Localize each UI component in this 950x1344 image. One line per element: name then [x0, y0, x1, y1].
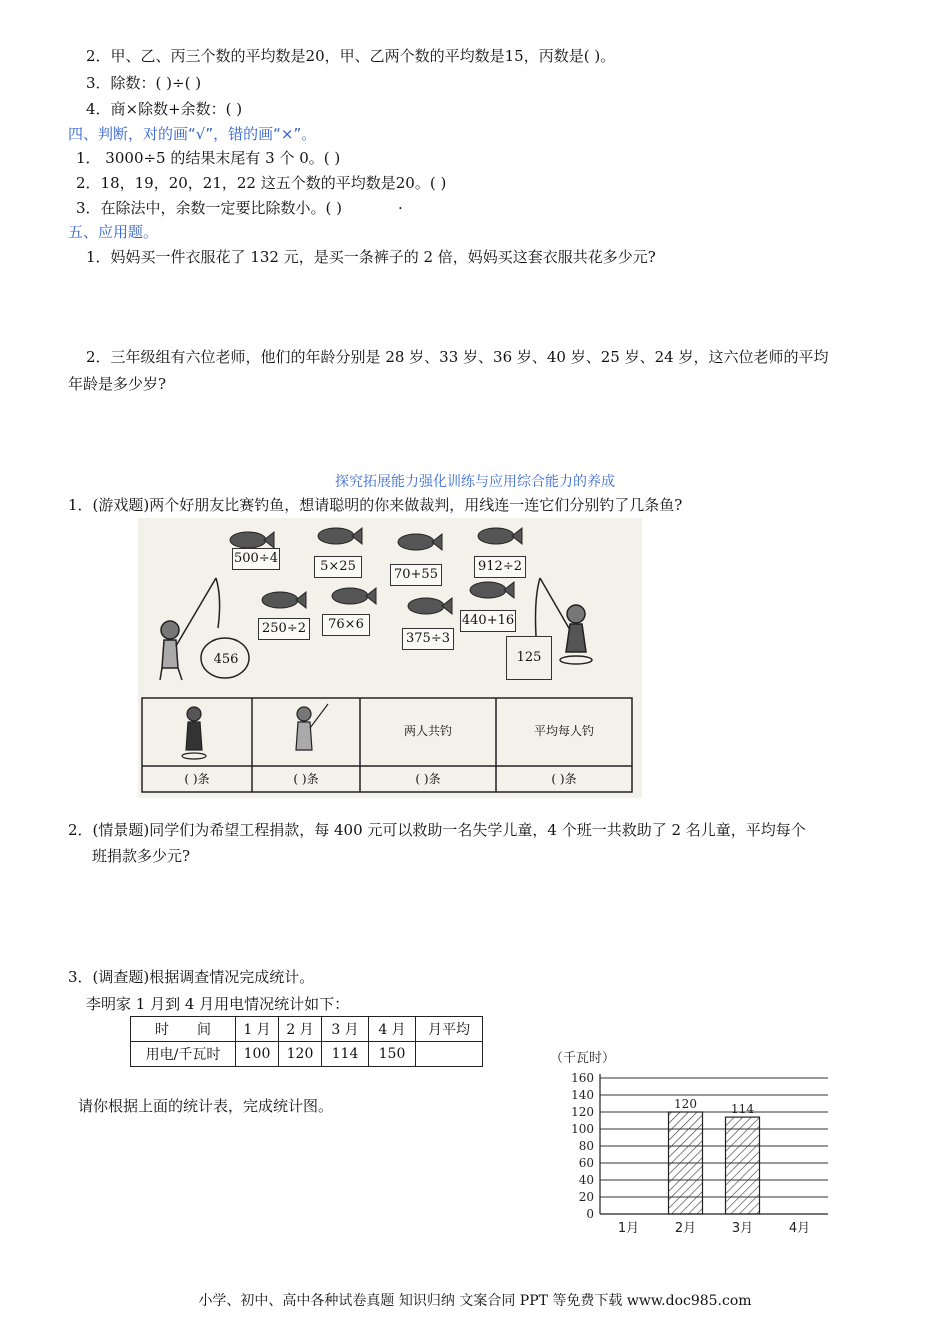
- extension-title: 探究拓展能力强化训练与应用综合能力的养成: [335, 474, 615, 490]
- table-header-cell: 时 间: [131, 1017, 236, 1042]
- bar-data-label: 114: [731, 1102, 754, 1117]
- table-cell: 114: [322, 1042, 369, 1067]
- table-row: [131, 1017, 483, 1042]
- question-5-1: 1．妈妈买一件衣服花了 132 元，是买一条裤子的 2 倍，妈妈买这套衣服共花多少元?: [86, 248, 656, 266]
- table-cell: 150: [369, 1042, 416, 1067]
- question-5-2-line2: 年龄是多少岁?: [68, 375, 167, 393]
- bar-data-label: 120: [674, 1097, 697, 1111]
- x-tick-label: 2月: [674, 1221, 697, 1236]
- left-cat-answer: 456: [213, 652, 239, 667]
- y-axis-unit-label: （千瓦时）: [550, 1051, 616, 1066]
- question-5-2-line1: 2．三年级组有六位老师，他们的年龄分别是 28 岁、33 岁、36 岁、40 岁、25 岁、24 岁，这六位老师的平均: [86, 348, 829, 366]
- y-tick-label: 20: [578, 1190, 594, 1204]
- survey-intro: 李明家 1 月到 4 月用电情况统计如下：: [86, 995, 350, 1013]
- extension-question-2-line1: 2．(情景题)同学们为希望工程捐款，每 400 元可以救助一名失学儿童，4 个班一共救助了 2 名儿童，平均每个: [68, 821, 806, 839]
- y-tick-label: 60: [578, 1156, 594, 1170]
- table-cell: 用电/千瓦时: [131, 1042, 236, 1067]
- blank-cat1: ( )条: [184, 772, 210, 786]
- question-3-4: 4．商×除数+余数：( ): [86, 100, 243, 118]
- question-3-3: 3．除数：( )÷( ): [86, 74, 202, 92]
- y-tick-label: 100: [571, 1122, 594, 1136]
- y-tick-label: 120: [571, 1105, 594, 1119]
- section-4-title: 四、判断，对的画“√”，错的画“×”。: [68, 125, 317, 143]
- bar: [726, 1117, 760, 1214]
- table-cell: 120: [279, 1042, 322, 1067]
- electricity-bar-chart: [540, 1048, 840, 1243]
- table-header-cell: 3 月: [322, 1017, 369, 1042]
- chart-instruction: 请你根据上面的统计表，完成统计图。: [78, 1097, 334, 1115]
- table-row: [131, 1042, 483, 1067]
- table-header-cell: 1 月: [236, 1017, 279, 1042]
- extension-question-1: 1．(游戏题)两个好朋友比赛钓鱼，想请聪明的你来做裁判，用线连一连它们分别钓了几条鱼?: [68, 496, 683, 514]
- question-4-1: 1． 3000÷5 的结果末尾有 3 个 0。( ): [76, 149, 341, 167]
- y-tick-label: 160: [571, 1071, 594, 1085]
- table-header-cell: 4 月: [369, 1017, 416, 1042]
- table-cell: 100: [236, 1042, 279, 1067]
- extension-question-3: 3．(调查题)根据调查情况完成统计。: [68, 968, 315, 986]
- fishing-game-picture: [138, 518, 642, 798]
- electricity-table: [130, 1016, 483, 1067]
- fish-card-2: 5×25: [314, 556, 362, 578]
- fish-card-4: 912÷2: [474, 556, 526, 578]
- table-header-average: 平均每人钓: [533, 724, 594, 738]
- right-cat-answer-box: 125: [506, 636, 552, 680]
- section-5-title: 五、应用题。: [68, 223, 159, 241]
- x-tick-label: 4月: [788, 1221, 811, 1236]
- question-4-2: 2．18，19，20，21，22 这五个数的平均数是20。( ): [76, 174, 447, 192]
- fish-card-1: 500÷4: [232, 548, 280, 570]
- fish-card-8: 440+16: [460, 610, 516, 632]
- x-tick-label: 1月: [617, 1221, 640, 1236]
- fish-card-3: 70+55: [390, 564, 442, 586]
- table-cell: [416, 1042, 483, 1067]
- bar: [669, 1112, 703, 1214]
- extension-question-2-line2: 班捐款多少元?: [92, 847, 191, 865]
- fish-card-6: 76×6: [322, 614, 370, 636]
- table-header-total: 两人共钓: [403, 724, 452, 738]
- fish-card-7: 375÷3: [402, 628, 454, 650]
- blank-total: ( )条: [415, 772, 441, 786]
- footer-text: 小学、初中、高中各种试卷真题 知识归纳 文案合同 PPT 等免费下载 www.doc985.com: [198, 1293, 752, 1309]
- blank-cat2: ( )条: [293, 772, 319, 786]
- y-tick-label: 80: [578, 1139, 594, 1153]
- y-tick-label: 0: [586, 1207, 594, 1221]
- stray-dot: ·: [398, 199, 403, 217]
- y-tick-label: 40: [578, 1173, 594, 1187]
- question-4-3: 3．在除法中，余数一定要比除数小。( ): [76, 199, 343, 217]
- question-3-2: 2．甲、乙、丙三个数的平均数是20，甲、乙两个数的平均数是15，丙数是( )。: [86, 47, 616, 65]
- fish-card-5: 250÷2: [258, 618, 310, 640]
- x-tick-label: 3月: [731, 1221, 754, 1236]
- blank-average: ( )条: [551, 772, 577, 786]
- table-header-cell: 2 月: [279, 1017, 322, 1042]
- y-tick-label: 140: [571, 1088, 594, 1102]
- table-header-cell: 月平均: [416, 1017, 483, 1042]
